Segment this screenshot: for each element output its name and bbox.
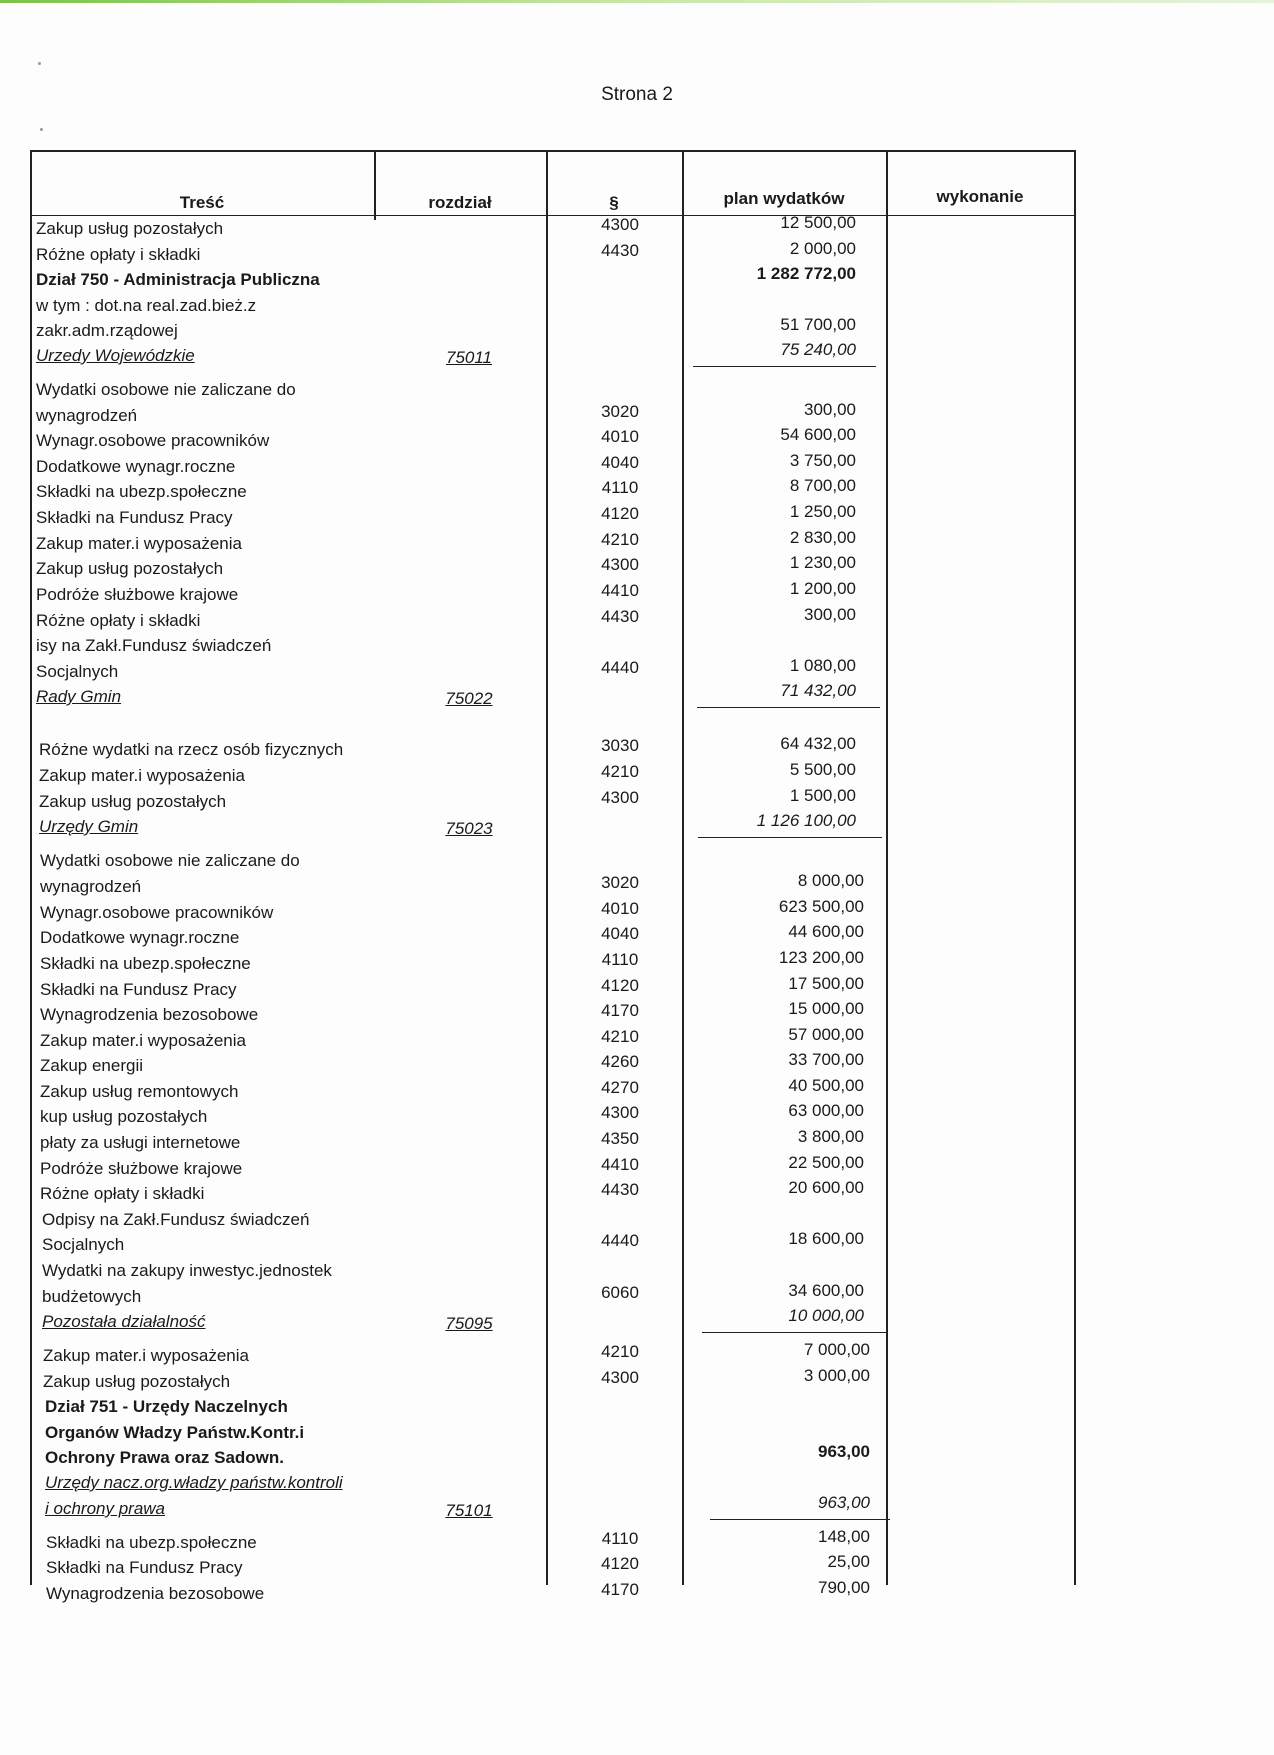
plan-amount: 12 500,00 xyxy=(780,213,856,232)
plan-amount: 2 000,00 xyxy=(789,239,856,258)
paragraph-code: 4210 xyxy=(601,530,639,549)
row-description: Wydatki osobowe nie zaliczane do xyxy=(36,380,296,399)
row-description: Podróże służbowe krajowe xyxy=(40,1159,243,1178)
section-heading: Dział 750 - Administracja Publiczna xyxy=(36,270,320,289)
row-description: Różne opłaty i składki xyxy=(36,245,201,264)
paragraph-code: 6060 xyxy=(601,1283,639,1302)
row-description: Różne opłaty i składki xyxy=(40,1184,205,1203)
plan-amount: 1 500,00 xyxy=(789,786,856,805)
row-description: płaty za usługi internetowe xyxy=(40,1133,241,1152)
subtotal-rule xyxy=(697,707,880,708)
paragraph-code: 4210 xyxy=(601,762,639,781)
paragraph-code: 4120 xyxy=(601,976,639,995)
plan-amount: 790,00 xyxy=(818,1578,870,1597)
subtotal-rule xyxy=(702,1332,886,1333)
row-description: wynagrodzeń xyxy=(36,406,138,425)
row-description: Dodatkowe wynagr.roczne xyxy=(36,457,236,476)
plan-amount: 300,00 xyxy=(804,400,856,419)
plan-amount: 51 700,00 xyxy=(780,315,856,334)
chapter-name: Urzedy Wojewódzkie xyxy=(36,346,195,365)
plan-amount: 20 600,00 xyxy=(788,1178,864,1197)
paragraph-code: 4170 xyxy=(601,1001,639,1020)
plan-amount: 963,00 xyxy=(818,1442,870,1461)
plan-amount: 44 600,00 xyxy=(788,922,864,941)
subtotal-rule xyxy=(710,1519,890,1520)
paragraph-code: 4350 xyxy=(601,1129,639,1148)
paragraph-code: 4300 xyxy=(601,555,639,574)
plan-amount: 17 500,00 xyxy=(788,974,864,993)
paragraph-code: 4300 xyxy=(601,215,639,234)
row-description: wynagrodzeń xyxy=(40,877,142,896)
plan-amount: 1 282 772,00 xyxy=(756,264,856,283)
row-description: Zakup usług pozostałych xyxy=(43,1372,231,1391)
paragraph-code: 4300 xyxy=(601,788,639,807)
plan-amount: 123 200,00 xyxy=(778,948,864,967)
row-description: Socjalnych xyxy=(36,662,119,681)
row-description: Zakup usług remontowych xyxy=(40,1082,239,1101)
paragraph-code: 4270 xyxy=(601,1078,639,1097)
plan-amount: 18 600,00 xyxy=(788,1229,864,1248)
row-description: Dodatkowe wynagr.roczne xyxy=(40,928,240,947)
row-description: budżetowych xyxy=(42,1287,142,1306)
subtotal-rule xyxy=(698,837,882,838)
paragraph-code: 3030 xyxy=(601,736,639,755)
plan-amount: 33 700,00 xyxy=(788,1050,864,1069)
header-wykonanie: wykonanie xyxy=(936,187,1024,206)
row-description: Zakup mater.i wyposażenia xyxy=(40,1031,246,1050)
paragraph-code: 4440 xyxy=(601,658,639,677)
scan-speck xyxy=(38,62,41,65)
paragraph-code: 4430 xyxy=(601,241,639,260)
plan-amount: 54 600,00 xyxy=(780,425,856,444)
paragraph-code: 4410 xyxy=(601,1155,639,1174)
row-description: isy na Zakł.Fundusz świadczeń xyxy=(36,636,272,655)
chapter-code: 75022 xyxy=(445,689,493,708)
paragraph-code: 4430 xyxy=(601,607,639,626)
header-plan: plan wydatków xyxy=(723,189,845,208)
chapter-code: 75011 xyxy=(445,348,492,367)
plan-amount: 57 000,00 xyxy=(788,1025,864,1044)
paragraph-code: 4010 xyxy=(601,899,639,918)
paragraph-code: 4210 xyxy=(601,1342,639,1361)
chapter-code: 75101 xyxy=(445,1501,493,1520)
plan-amount: 1 230,00 xyxy=(789,553,856,572)
chapter-code: 75023 xyxy=(445,819,493,838)
chapter-name: Pozostała działalność xyxy=(42,1312,206,1331)
header-paragraf: § xyxy=(609,193,619,212)
col-divider-paragraf xyxy=(546,150,548,1585)
header-rozdzial: rozdział xyxy=(428,193,492,212)
row-description: Składki na ubezp.społeczne xyxy=(36,482,247,501)
paragraph-code: 3020 xyxy=(601,873,639,892)
page-title: Strona 2 xyxy=(601,84,673,105)
paragraph-code: 4430 xyxy=(601,1180,639,1199)
plan-amount: 3 000,00 xyxy=(803,1366,870,1385)
paragraph-code: 4040 xyxy=(601,924,639,943)
row-description: Składki na ubezp.społeczne xyxy=(46,1533,257,1552)
row-description: Wynagr.osobowe pracowników xyxy=(36,431,270,450)
col-divider-plan xyxy=(682,150,684,1585)
row-description: kup usług pozostałych xyxy=(40,1107,208,1126)
chapter-name: Urzędy Gmin xyxy=(39,817,139,836)
paragraph-code: 4300 xyxy=(601,1368,639,1387)
header-tresc: Treść xyxy=(179,193,225,212)
paragraph-code: 4110 xyxy=(601,1529,639,1548)
section-heading: Ochrony Prawa oraz Sadown. xyxy=(45,1448,285,1467)
paragraph-code: 4440 xyxy=(601,1231,639,1250)
chapter-name: Urzędy nacz.org.władzy państw.kontroli xyxy=(45,1473,343,1492)
row-description: Składki na ubezp.społeczne xyxy=(40,954,251,973)
plan-amount: 2 830,00 xyxy=(789,528,856,547)
row-description: Podróże służbowe krajowe xyxy=(36,585,239,604)
table-right-border xyxy=(1074,150,1076,1585)
row-description: zakr.adm.rządowej xyxy=(36,321,178,340)
paragraph-code: 4010 xyxy=(601,427,639,446)
plan-amount: 22 500,00 xyxy=(788,1153,864,1172)
plan-amount: 40 500,00 xyxy=(788,1076,864,1095)
plan-amount: 15 000,00 xyxy=(788,999,864,1018)
paragraph-code: 3020 xyxy=(601,402,639,421)
chapter-name: i ochrony prawa xyxy=(45,1499,166,1518)
row-description: Wynagr.osobowe pracowników xyxy=(40,903,274,922)
scan-top-edge xyxy=(0,0,1274,3)
plan-amount: 75 240,00 xyxy=(780,340,856,359)
plan-amount: 148,00 xyxy=(818,1527,870,1546)
row-description: Wynagrodzenia bezosobowe xyxy=(40,1005,259,1024)
plan-amount: 5 500,00 xyxy=(789,760,856,779)
row-description: Zakup mater.i wyposażenia xyxy=(36,534,242,553)
row-description: Składki na Fundusz Pracy xyxy=(40,980,237,999)
table-left-border xyxy=(30,150,32,1585)
chapter-name: Rady Gmin xyxy=(36,687,122,706)
plan-amount: 1 080,00 xyxy=(789,656,856,675)
row-description: Odpisy na Zakł.Fundusz świadczeń xyxy=(42,1210,310,1229)
paragraph-code: 4170 xyxy=(601,1580,639,1599)
col-divider-wykonanie xyxy=(886,150,888,1585)
row-description: Zakup mater.i wyposażenia xyxy=(43,1346,249,1365)
plan-amount: 963,00 xyxy=(818,1493,870,1512)
row-description: Zakup usług pozostałych xyxy=(39,792,227,811)
row-description: Wydatki na zakupy inwestyc.jednostek xyxy=(42,1261,332,1280)
plan-amount: 64 432,00 xyxy=(780,734,856,753)
plan-amount: 25,00 xyxy=(827,1552,870,1571)
row-description: Składki na Fundusz Pracy xyxy=(46,1558,243,1577)
plan-amount: 1 250,00 xyxy=(789,502,856,521)
plan-amount: 8 000,00 xyxy=(797,871,864,890)
plan-amount: 10 000,00 xyxy=(788,1306,864,1325)
plan-amount: 63 000,00 xyxy=(788,1101,864,1120)
paragraph-code: 4120 xyxy=(601,504,639,523)
plan-amount: 1 126 100,00 xyxy=(756,811,856,830)
paragraph-code: 4120 xyxy=(601,1554,639,1573)
row-description: Różne wydatki na rzecz osób fizycznych xyxy=(39,740,344,759)
paragraph-code: 4300 xyxy=(601,1103,639,1122)
paragraph-code: 4410 xyxy=(601,581,639,600)
scan-speck xyxy=(40,128,43,131)
plan-amount: 7 000,00 xyxy=(803,1340,870,1359)
chapter-code: 75095 xyxy=(445,1314,493,1333)
plan-amount: 300,00 xyxy=(804,605,856,624)
row-description: Składki na Fundusz Pracy xyxy=(36,508,233,527)
row-description: Zakup mater.i wyposażenia xyxy=(39,766,245,785)
plan-amount: 34 600,00 xyxy=(788,1281,864,1300)
row-description: Zakup usług pozostałych xyxy=(36,219,224,238)
row-description: Zakup energii xyxy=(40,1056,144,1075)
paragraph-code: 4210 xyxy=(601,1027,639,1046)
row-description: Różne opłaty i składki xyxy=(36,611,201,630)
plan-amount: 623 500,00 xyxy=(778,897,864,916)
plan-amount: 71 432,00 xyxy=(780,681,856,700)
plan-amount: 3 800,00 xyxy=(797,1127,864,1146)
plan-amount: 1 200,00 xyxy=(789,579,856,598)
paragraph-code: 4110 xyxy=(601,478,639,497)
paragraph-code: 4110 xyxy=(601,950,639,969)
row-description: w tym : dot.na real.zad.bież.z xyxy=(36,296,257,315)
header-bottom-border xyxy=(30,215,1076,216)
row-description: Wynagrodzenia bezosobowe xyxy=(46,1584,265,1603)
paragraph-code: 4040 xyxy=(601,453,639,472)
section-heading: Organów Władzy Państw.Kontr.i xyxy=(45,1423,305,1442)
plan-amount: 3 750,00 xyxy=(789,451,856,470)
row-description: Socjalnych xyxy=(42,1235,125,1254)
section-heading: Dział 751 - Urzędy Naczelnych xyxy=(45,1397,288,1416)
subtotal-rule xyxy=(693,366,876,367)
paragraph-code: 4260 xyxy=(601,1052,639,1071)
table-top-border xyxy=(30,150,1076,152)
row-description: Zakup usług pozostałych xyxy=(36,559,224,578)
row-description: Wydatki osobowe nie zaliczane do xyxy=(40,851,300,870)
plan-amount: 8 700,00 xyxy=(789,476,856,495)
